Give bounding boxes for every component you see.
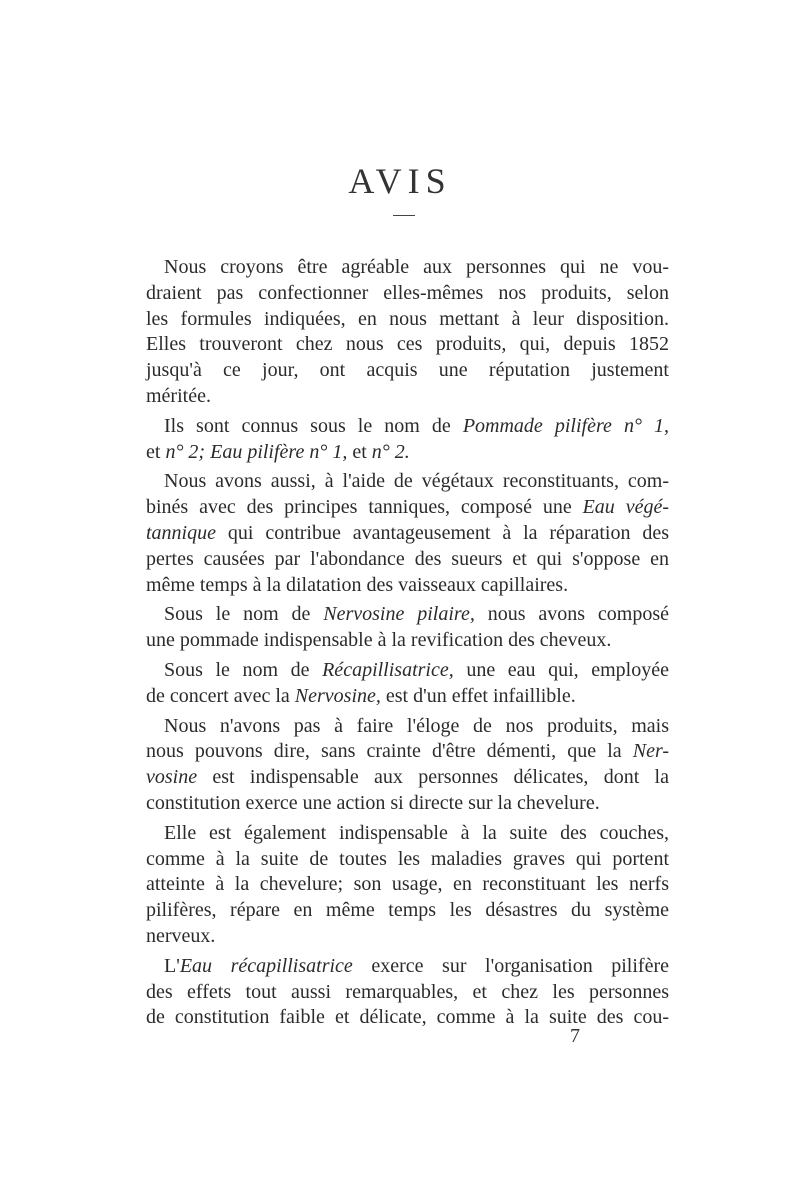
text-line: nerveux. — [146, 924, 216, 947]
text-line: constitution exerce une action si directe sur la chevelure. — [146, 791, 600, 814]
text-line: méritée. — [146, 384, 211, 407]
paragraph — [146, 658, 669, 710]
paragraph — [146, 469, 669, 598]
italic-term: Ner- — [632, 740, 669, 763]
text-line: binés avec des principes tanniques, composé une Eau végé- — [146, 496, 669, 519]
page-number: 7 — [570, 1025, 580, 1047]
italic-term: Eau végé- — [582, 496, 669, 519]
text-line: L'Eau récapillisatrice exerce sur l'organisation pilifère — [164, 954, 669, 977]
text-line: pertes causées par l'abondance des sueurs et qui s'oppose en — [146, 547, 669, 570]
paragraph — [146, 602, 669, 654]
italic-term: n° 2; Eau pilifère n° 1, — [165, 440, 348, 463]
text-line: atteinte à la chevelure; son usage, en reconstituant les nerfs — [146, 873, 669, 896]
text-line: Nous n'avons pas à faire l'éloge de nos produits, mais — [164, 714, 669, 737]
text-line: Elle est également indispensable à la suite des couches, — [164, 821, 669, 844]
italic-term: Nervosine pilaire, — [323, 603, 475, 626]
text-line: même temps à la dilatation des vaisseaux capillaires. — [146, 573, 569, 596]
text-line: draient pas confectionner elles-mêmes nos produits, selon — [146, 281, 669, 304]
title-rule — [393, 215, 415, 216]
italic-term: Pommade pilifère n° 1, — [462, 414, 669, 437]
text-line: comme à la suite de toutes les maladies graves qui portent — [146, 847, 669, 870]
paragraph — [146, 714, 669, 817]
text-line: de constitution faible et délicate, comme à la suite des cou- — [146, 1006, 669, 1029]
text-line: Nous croyons être agréable aux personnes qui ne vou- — [164, 256, 669, 278]
text-line: Sous le nom de Récapillisatrice, une eau qui, employée — [164, 658, 669, 681]
text-line: une pommade indispensable à la revification des cheveux. — [146, 629, 612, 652]
italic-term: Nervosine, — [294, 684, 381, 707]
paragraph — [146, 954, 669, 1031]
text-line: des effets tout aussi remarquables, et chez les personnes — [146, 980, 669, 1003]
text-line: de concert avec la Nervosine, est d'un effet infaillible. — [146, 684, 576, 707]
text-line: tannique qui contribue avantageusement à la réparation des — [146, 521, 669, 544]
text-line: Sous le nom de Nervosine pilaire, nous avons composé — [164, 603, 669, 626]
italic-term: vosine — [146, 766, 198, 789]
italic-term: n° 2. — [371, 440, 410, 463]
text-line: pilifères, répare en même temps les désastres du système — [146, 899, 669, 922]
text-line: nous pouvons dire, sans crainte d'être démenti, que la Ner- — [146, 740, 669, 763]
text-line: et n° 2; Eau pilifère n° 1, et n° 2. — [146, 440, 410, 463]
paragraph — [146, 414, 669, 466]
text-line: vosine est indispensable aux personnes délicates, dont la — [146, 766, 669, 789]
body-text — [146, 255, 669, 1035]
italic-term: Eau récapillisatrice — [179, 954, 353, 977]
text-line: Elles trouveront chez nous ces produits, qui, depuis 1852 — [146, 333, 669, 356]
text-line: Ils sont connus sous le nom de Pommade pilifère n° 1, — [164, 414, 669, 437]
text-line: Nous avons aussi, à l'aide de végétaux reconstituants, com- — [164, 470, 669, 493]
paragraph — [146, 821, 669, 950]
text-line: les formules indiquées, en nous mettant à leur disposition. — [146, 307, 669, 330]
italic-term: tannique — [146, 521, 216, 544]
italic-term: Récapillisatrice, — [322, 658, 454, 681]
text-line: jusqu'à ce jour, ont acquis une réputation justement — [146, 359, 669, 382]
page-title: AVIS — [348, 161, 452, 201]
paragraph — [146, 255, 669, 410]
